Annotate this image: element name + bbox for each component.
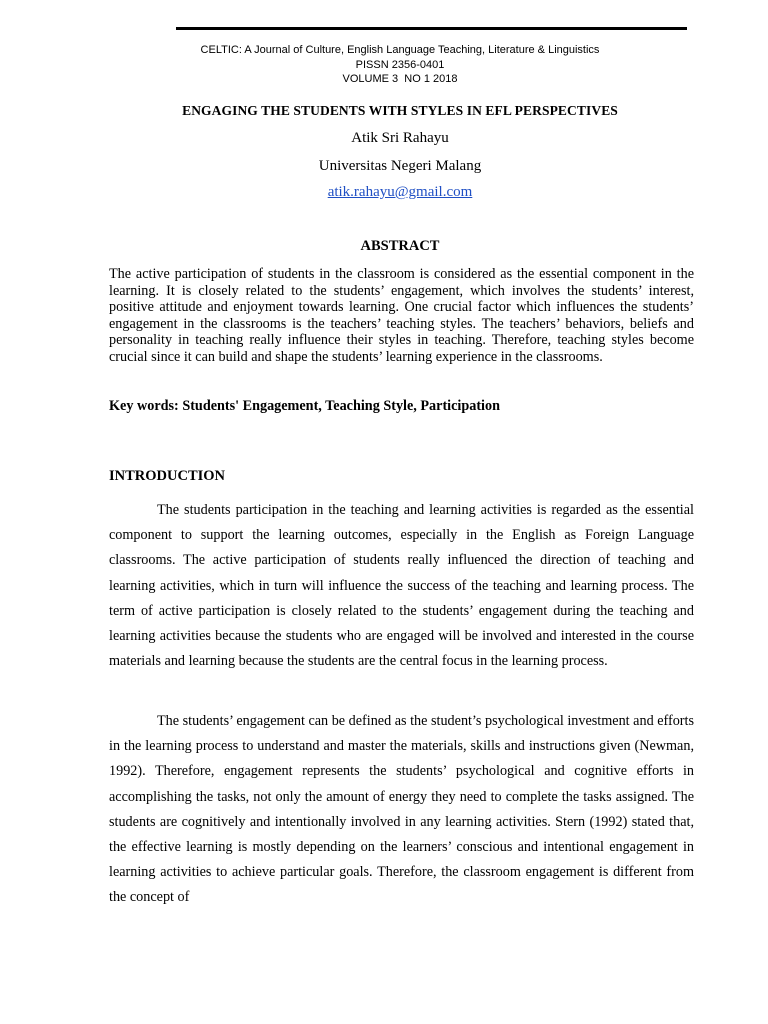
keywords-values: Students' Engagement, Teaching Style, Participation [178,398,500,414]
keywords-label: Key words [109,398,175,414]
journal-name: CELTIC: A Journal of Culture, English Language Teaching, Literature & Linguistics [200,44,600,56]
introduction-heading: INTRODUCTION [109,468,226,484]
issn: PISSN 2356-0401 [355,58,445,71]
introduction-paragraph-1: The students participation in the teaching and learning activities is regarded as the essential component to support the learning outcomes, especially in the English as Foreign Language classrooms. The active participation of students really influenced the direction of teaching and learning activities, which in turn will influence the success of the teaching and learning process. The term of active participation is closely related to the students’ engagement during the teaching and learning activities because the students who are engaged will be involved and interested in the course materials and learning because the students are the central focus in the learning process. [109,502,694,670]
author-email-link[interactable]: atik.rahayu@gmail.com [327,184,473,200]
header-rule [176,27,687,30]
author-name: Atik Sri Rahayu [351,130,449,146]
author-affiliation: Universitas Negeri Malang [318,158,482,174]
volume-issue: VOLUME 3 NO 1 2018 [342,73,458,85]
abstract-heading: ABSTRACT [360,238,440,254]
abstract-text: The active participation of students in the classroom is considered as the essential component in the learning. It is closely related to the students’ engagement, which involves the students’ interest, positive attitude and enjoyment towards learning. One crucial factor which influences the students’ engagement in the classrooms is the teachers’ teaching styles. The teachers’ behaviors, beliefs and personality in teaching really influence their styles in teaching. Therefore, teaching styles become crucial since it can build and shape the students’ learning experience in the classrooms. [109,266,694,365]
article-title: ENGAGING THE STUDENTS WITH STYLES IN EFL PERSPECTIVES [182,103,618,118]
introduction-paragraph-2: The students’ engagement can be defined as the student’s psychological investment and efforts in the learning process to understand and master the materials, skills and instructions given (Newman, 1992). Therefore, engagement represents the students’ psychological and cognitive efforts in accomplishing the tasks, not only the amount of energy they need to complete the tasks assigned. The students are cognitively and intentionally involved in any learning activities. Stern (1992) stated that, the effective learning is mostly depending on the learners’ conscious and intentional engagement in learning activities to achieve particular goals. Therefore, the classroom engagement is different from the concept of [109,713,694,906]
keywords [109,398,694,415]
journal-header [100,43,700,87]
keywords-separator: : [174,398,179,414]
